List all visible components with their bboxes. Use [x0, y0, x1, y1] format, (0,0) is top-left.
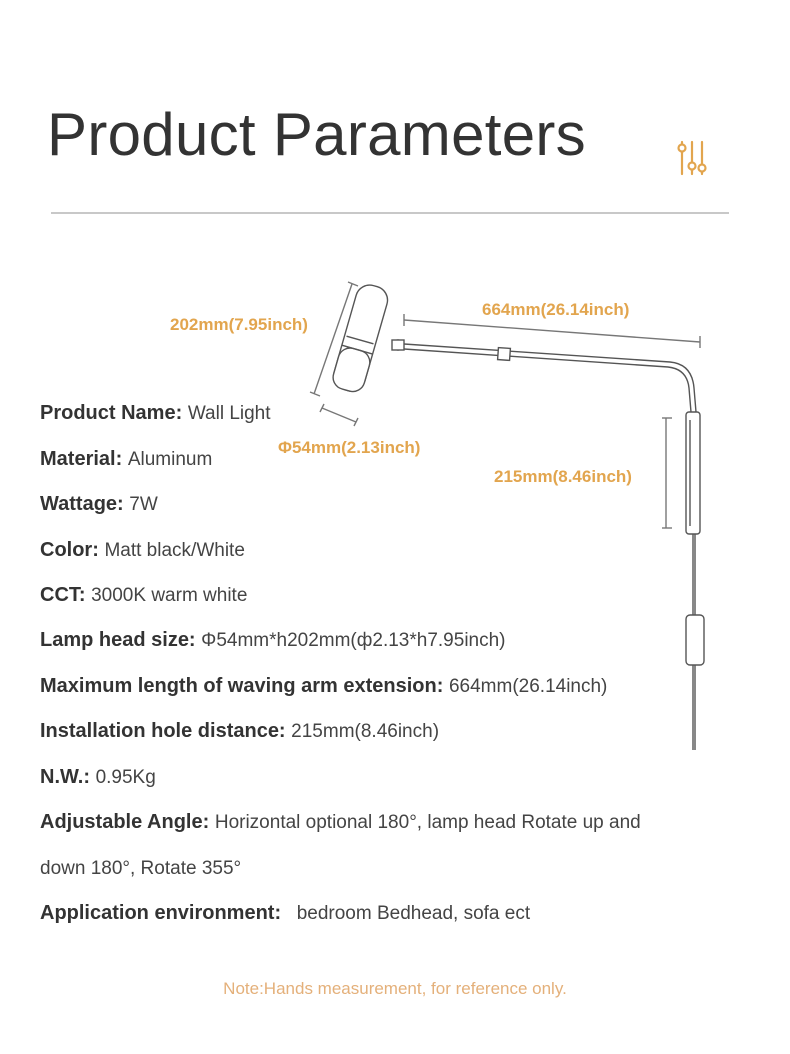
param-label: Material:: [40, 448, 123, 470]
param-label: Maximum length of waving arm extension:: [40, 675, 444, 697]
param-label: Adjustable Angle:: [40, 811, 210, 833]
head-length-dimension: 202mm(7.95inch): [170, 315, 308, 334]
page-title: Product Parameters: [47, 101, 586, 168]
param-value: 664mm(26.14inch): [448, 676, 608, 697]
param-lamp-head-size: [40, 629, 506, 652]
param-color: [40, 539, 245, 562]
param-material: [40, 448, 212, 471]
param-value: Φ54mm*h202mm(ф2.13*h7.95inch): [201, 630, 506, 651]
param-value: 7W: [129, 494, 158, 515]
param-label: Color:: [40, 539, 99, 561]
param-product-name: [40, 402, 271, 425]
param-application: [40, 902, 530, 925]
param-arm-extension: [40, 675, 607, 698]
param-label: Installation hole distance:: [40, 720, 286, 742]
param-label: Application environment:: [40, 902, 282, 924]
param-value: Aluminum: [127, 449, 213, 470]
param-value: Matt black/White: [104, 540, 245, 561]
param-label: CCT:: [40, 584, 86, 606]
footnote: Note:Hands measurement, for reference only.: [223, 979, 567, 998]
head-diameter-dimension: Φ54mm(2.13inch): [278, 438, 421, 457]
param-adjustable-angle-cont: [40, 857, 241, 880]
param-label: N.W.:: [40, 766, 90, 788]
param-cct: [40, 584, 247, 607]
param-value: 215mm(8.46inch): [291, 721, 440, 742]
param-value: 3000K warm white: [91, 585, 248, 606]
param-adjustable-angle: [40, 811, 641, 834]
param-label: Lamp head size:: [40, 629, 196, 651]
param-value: bedroom Bedhead, sofa ect: [296, 903, 531, 924]
param-value: down 180°, Rotate 355°: [40, 858, 242, 879]
param-label: Wattage:: [40, 493, 124, 515]
param-wattage: [40, 493, 158, 516]
param-value: Wall Light: [187, 403, 271, 424]
param-value: Horizontal optional 180°, lamp head Rotate up and: [214, 812, 641, 833]
param-hole-distance: [40, 720, 439, 743]
param-net-weight: [40, 766, 156, 789]
sliders-icon: [674, 138, 710, 178]
param-value: 0.95Kg: [95, 767, 156, 788]
param-label: Product Name:: [40, 402, 183, 424]
arm-length-dimension: 664mm(26.14inch): [482, 300, 630, 319]
hole-distance-dimension: 215mm(8.46inch): [494, 467, 632, 486]
title-divider: [51, 212, 729, 214]
